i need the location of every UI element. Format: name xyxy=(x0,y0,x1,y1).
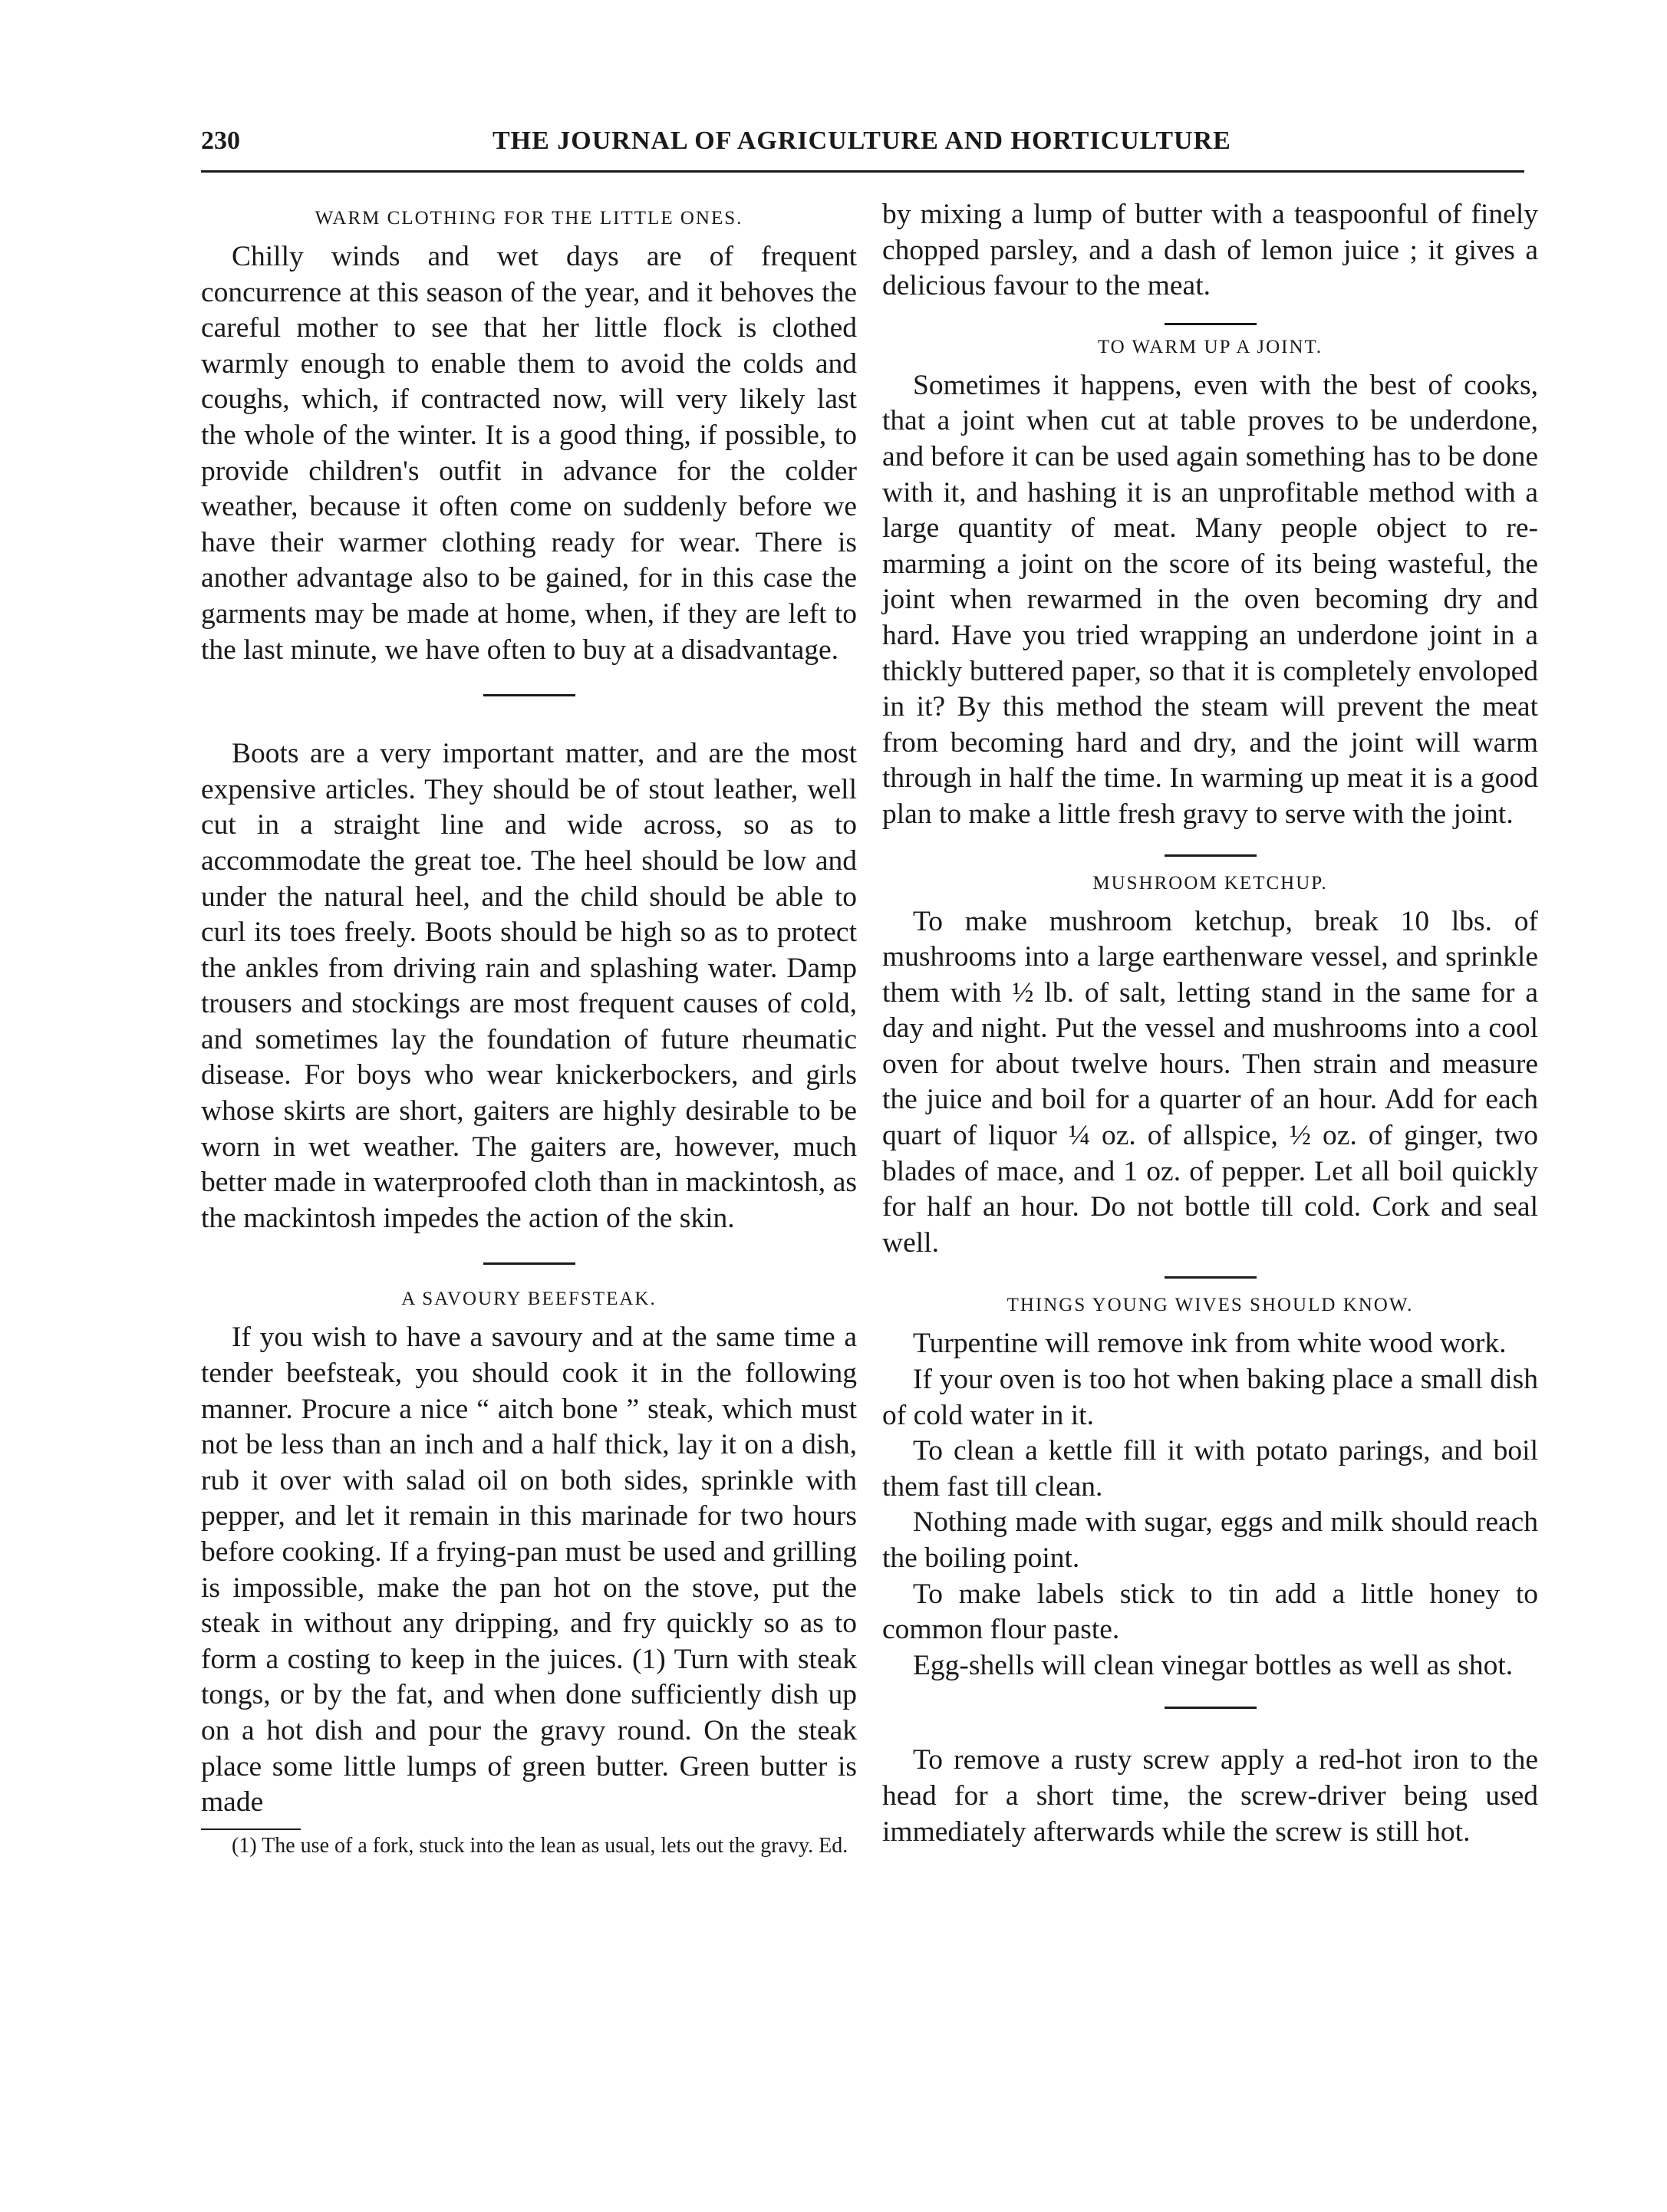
footnote-rule xyxy=(201,1829,301,1830)
article-paragraph: Chilly winds and wet days are of frequent concurrence at this season of the year, and it behoves the careful mother to see that her little flock is clothed warmly enough to enable them to avoid the colds and coughs, which, if contracted now, will very likely last the whole of the winter. It is a good thing, if possible, to provide children's outfit in advance for the colder weather, because it often come on suddenly before we have their warmer clothing ready for wear. There is another advantage also to be gained, for in this case the garments may be made at home, when, if they are left to the last minute, we have often to buy at a disadvantage. xyxy=(201,241,857,666)
right-column xyxy=(882,197,1538,1850)
tip-item: To clean a kettle fill it with potato parings, and boil them fast till clean. xyxy=(882,1435,1538,1503)
tip-item: Turpentine will remove ink from white wood work. xyxy=(913,1328,1507,1360)
tip-item: To make labels stick to tin add a little honey to common flour paste. xyxy=(882,1578,1538,1646)
tip-item: Nothing made with sugar, eggs and milk should reach the boiling point. xyxy=(882,1506,1538,1574)
footnote: (1) The use of a fork, stuck into the lean as usual, lets out the gravy. Ed. xyxy=(232,1833,848,1858)
article-paragraph: To remove a rusty screw apply a red-hot iron to the head for a short time, the screw-driver being used immediately afterwards while the screw is still hot. xyxy=(882,1744,1538,1848)
article-heading-young-wives: THINGS YOUNG WIVES SHOULD KNOW. xyxy=(1006,1295,1414,1316)
page-number: 230 xyxy=(201,127,240,155)
article-paragraph: If you wish to have a savoury and at the same time a tender beefsteak, you should cook it in the following manner. Procure a nice “ aitch bone ” steak, which must not be less than an inch and a half thick, lay it on a dish, rub it over with salad oil on both sides, sprinkle with pepper, and let it remain in this marinade for two hours before cooking. If a frying-pan must be used and grilling is impossible, make the pan hot on the stove, put the steak in without any dripping, and fry quickly so as to form a costing to keep in the juices. (1) Turn with steak tongs, or by the fat, and when done sufficiently dish up on a hot dish and pour the gravy round. On the steak place some little lumps of green butter. Green butter is made xyxy=(201,1322,857,1819)
article-paragraph: Sometimes it happens, even with the best of cooks, that a joint when cut at table proves to be underdone, and before it can be used again something has to be done with it, and hashing it is an unprofitable method with a large quantity of meat. Many people object to re-marming a joint on the score of its being wasteful, the joint when rewarmed in the oven becoming dry and hard. Have you tried wrapping an underdone joint in a thickly buttered paper, so that it is completely envoloped in it? By this method the steam will prevent the meat from becoming hard and dry, and the joint will warm through in half the time. In warming up meat it is a good plan to make a little fresh gravy to serve with the joint. xyxy=(882,369,1538,830)
left-column xyxy=(201,201,857,1858)
article-heading-warm-clothing: WARM CLOTHING FOR THE LITTLE ONES. xyxy=(315,208,743,229)
header-rule xyxy=(201,170,1524,173)
article-paragraph: To make mushroom ketchup, break 10 lbs. of mushrooms into a large earthenware vessel, and sprinkle them with ½ lb. of salt, letting stand in the same for a day and night. Put the vessel and mushrooms into a cool oven for about twelve hours. Then strain and measure the juice and boil for a quarter of an hour. Add for each quart of liquor ¼ oz. of allspice, ½ oz. of ginger, two blades of mace, and 1 oz. of pepper. Let all boil quickly for half an hour. Do not bottle till cold. Cork and seal well. xyxy=(882,905,1538,1259)
article-continuation: by mixing a lump of butter with a teaspoonful of finely chopped parsley, and a dash of lemon juice ; it gives a delicious favour to the meat. xyxy=(882,199,1538,302)
tip-item: Egg-shells will clean vinegar bottles as well as shot. xyxy=(913,1649,1514,1681)
article-paragraph: Boots are a very important matter, and are the most expensive articles. They should be of stout leather, well cut in a straight line and wide across, so as to accommodate the great toe. The heel should be low and under the natural heel, and the child should be able to curl its toes freely. Boots should be high so as to protect the ankles from driving rain and splashing water. Damp trousers and stockings are most frequent causes of cold, and sometimes lay the foundation of future rheumatic disease. For boys who wear knickerbockers, and girls whose skirts are short, gaiters are highly desirable to be worn in wet weather. The gaiters are, however, much better made in waterproofed cloth than in mackintosh, as the mackintosh impedes the action of the skin. xyxy=(201,738,857,1234)
article-heading-savoury-beefsteak: A SAVOURY BEEFSTEAK. xyxy=(401,1289,657,1310)
journal-title: THE JOURNAL OF AGRICULTURE AND HORTICULTURE xyxy=(493,127,1231,155)
running-head xyxy=(201,127,1524,173)
article-heading-warm-up-joint: TO WARM UP A JOINT. xyxy=(1097,336,1323,357)
article-heading-mushroom-ketchup: MUSHROOM KETCHUP. xyxy=(1092,872,1328,894)
tip-item: If your oven is too hot when baking place a small dish of cold water in it. xyxy=(882,1364,1538,1431)
